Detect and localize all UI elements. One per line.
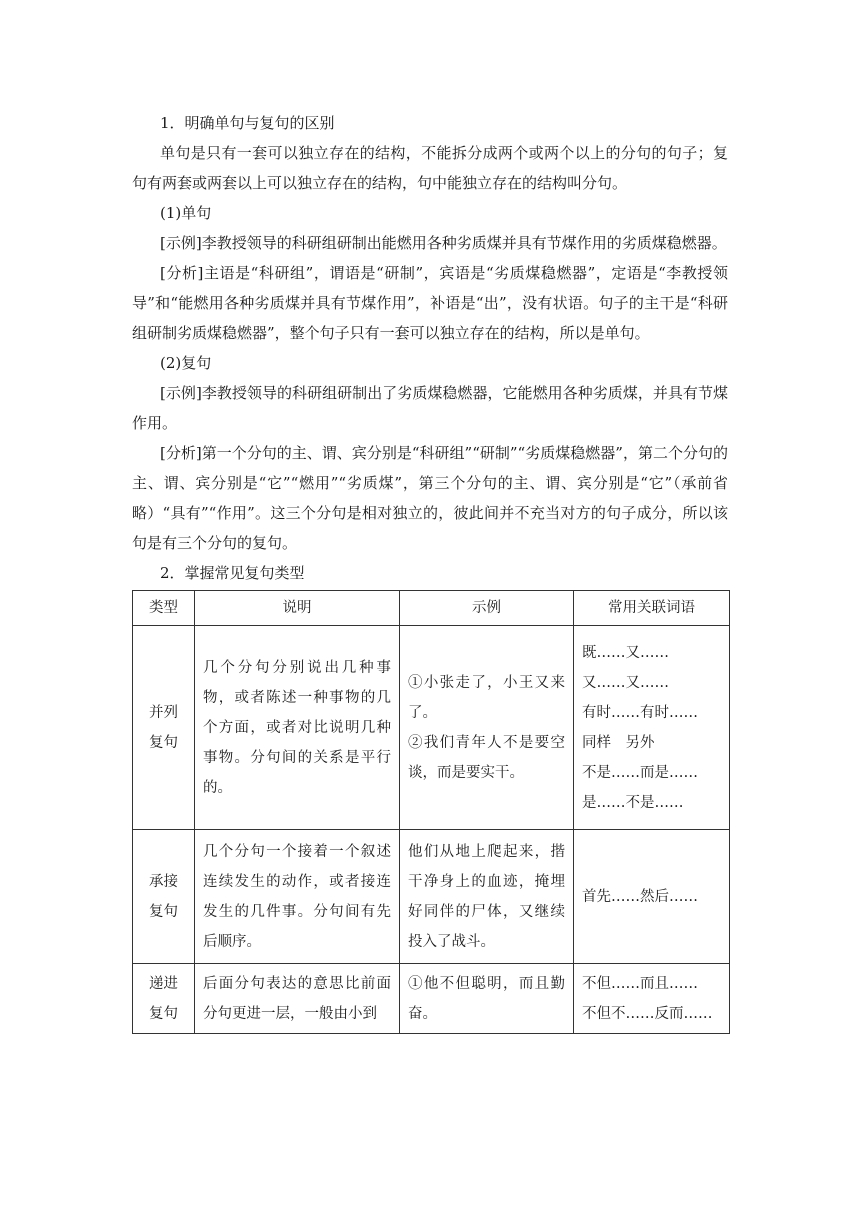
table-row [133, 626, 730, 830]
type-text: 递进 [149, 975, 178, 992]
connective-text: 不但不……反而…… [582, 1005, 713, 1022]
type-cell [133, 626, 195, 830]
type-text: 承接 [149, 873, 178, 890]
connective-text: 有时……有时…… [582, 704, 698, 721]
single-analysis: [分析]主语是“科研组”，谓语是“研制”，宾语是“劣质煤稳燃器”，定语是“李教授领导”和“能燃用各种劣质煤并具有节煤作用”，补语是“出”，没有状语。句子的主干是“科研组研制劣质煤稳燃器”，整个句子只有一套可以独立存在的结构，所以是单句。 [132, 264, 728, 342]
complex-analysis: [分析]第一个分句的主、谓、宾分别是“科研组”“研制”“劣质煤稳燃器”，第二个分句的主、谓、宾分别是“它”“燃用”“劣质煤”，第三个分句的主、谓、宾分别是“它”（承前省略）“具有”“作用”。这三个分句是相对独立的，彼此间并不充当对方的句子成分，所以该句是有三个分句的复句。 [132, 444, 728, 552]
example-text: ②我们青年人不是要空谈，而是要实干。 [408, 734, 565, 781]
description-cell: 后面分句表达的意思比前面分句更进一层，一般由小到 [195, 964, 400, 1034]
single-sentence-label: (1)单句 [160, 204, 212, 222]
table-row [133, 830, 730, 964]
complex-sentence-label: (2)复句 [160, 354, 212, 372]
type-text: 复句 [149, 734, 178, 751]
connective-text: 既……又…… [582, 644, 669, 661]
example-cell [400, 830, 574, 964]
type-cell [133, 964, 195, 1034]
connectives-cell [574, 964, 730, 1034]
table-row [133, 964, 730, 1034]
type-cell [133, 830, 195, 964]
table-header: 说明 [195, 591, 400, 626]
description-cell: 几个分句一个接着一个叙述连续发生的动作，或者接连发生的几件事。分句间有先后顺序。 [195, 830, 400, 964]
example-text: 他们从地上爬起来，揩干净身上的血迹，掩埋好同伴的尸体，又继续投入了战斗。 [408, 843, 565, 950]
example-text: ①小张走了，小王又来了。 [408, 674, 565, 721]
example-cell [400, 626, 574, 830]
description-cell: 几个分句分别说出几种事物，或者陈述一种事物的几个方面，或者对比说明几种事物。分句间的关系是平行的。 [195, 626, 400, 830]
type-text: 复句 [149, 1005, 178, 1022]
definition-paragraph: 单句是只有一套可以独立存在的结构，不能拆分成两个或两个以上的分句的句子；复句有两套或两套以上可以独立存在的结构，句中能独立存在的结构叫分句。 [132, 144, 728, 192]
example-cell [400, 964, 574, 1034]
section-heading-1: 1．明确单句与复句的区别 [160, 114, 335, 132]
document-page [132, 108, 728, 1034]
sentence-type-table [132, 590, 730, 1034]
table-header: 常用关联词语 [574, 591, 730, 626]
connective-text: 又……又…… [582, 674, 669, 691]
example-text: ①他不但聪明，而且勤奋。 [408, 975, 565, 1022]
connective-text: 是……不是…… [582, 794, 684, 811]
complex-example: [示例]李教授领导的科研组研制出了劣质煤稳燃器，它能燃用各种劣质煤，并具有节煤作用。 [132, 384, 728, 432]
connectives-cell [574, 830, 730, 964]
table-header: 示例 [400, 591, 574, 626]
connective-text: 不但……而且…… [582, 975, 698, 992]
type-text: 并列 [149, 704, 178, 721]
table-header-row [133, 591, 730, 626]
connective-text: 同样 另外 [582, 734, 655, 751]
single-example: [示例]李教授领导的科研组研制出能燃用各种劣质煤并具有节煤作用的劣质煤稳燃器。 [160, 234, 727, 252]
table-header: 类型 [133, 591, 195, 626]
connective-text: 不是……而是…… [582, 764, 698, 781]
type-text: 复句 [149, 903, 178, 920]
section-heading-2: 2．掌握常见复句类型 [160, 564, 305, 582]
connective-text: 首先……然后…… [582, 888, 698, 905]
connectives-cell [574, 626, 730, 830]
